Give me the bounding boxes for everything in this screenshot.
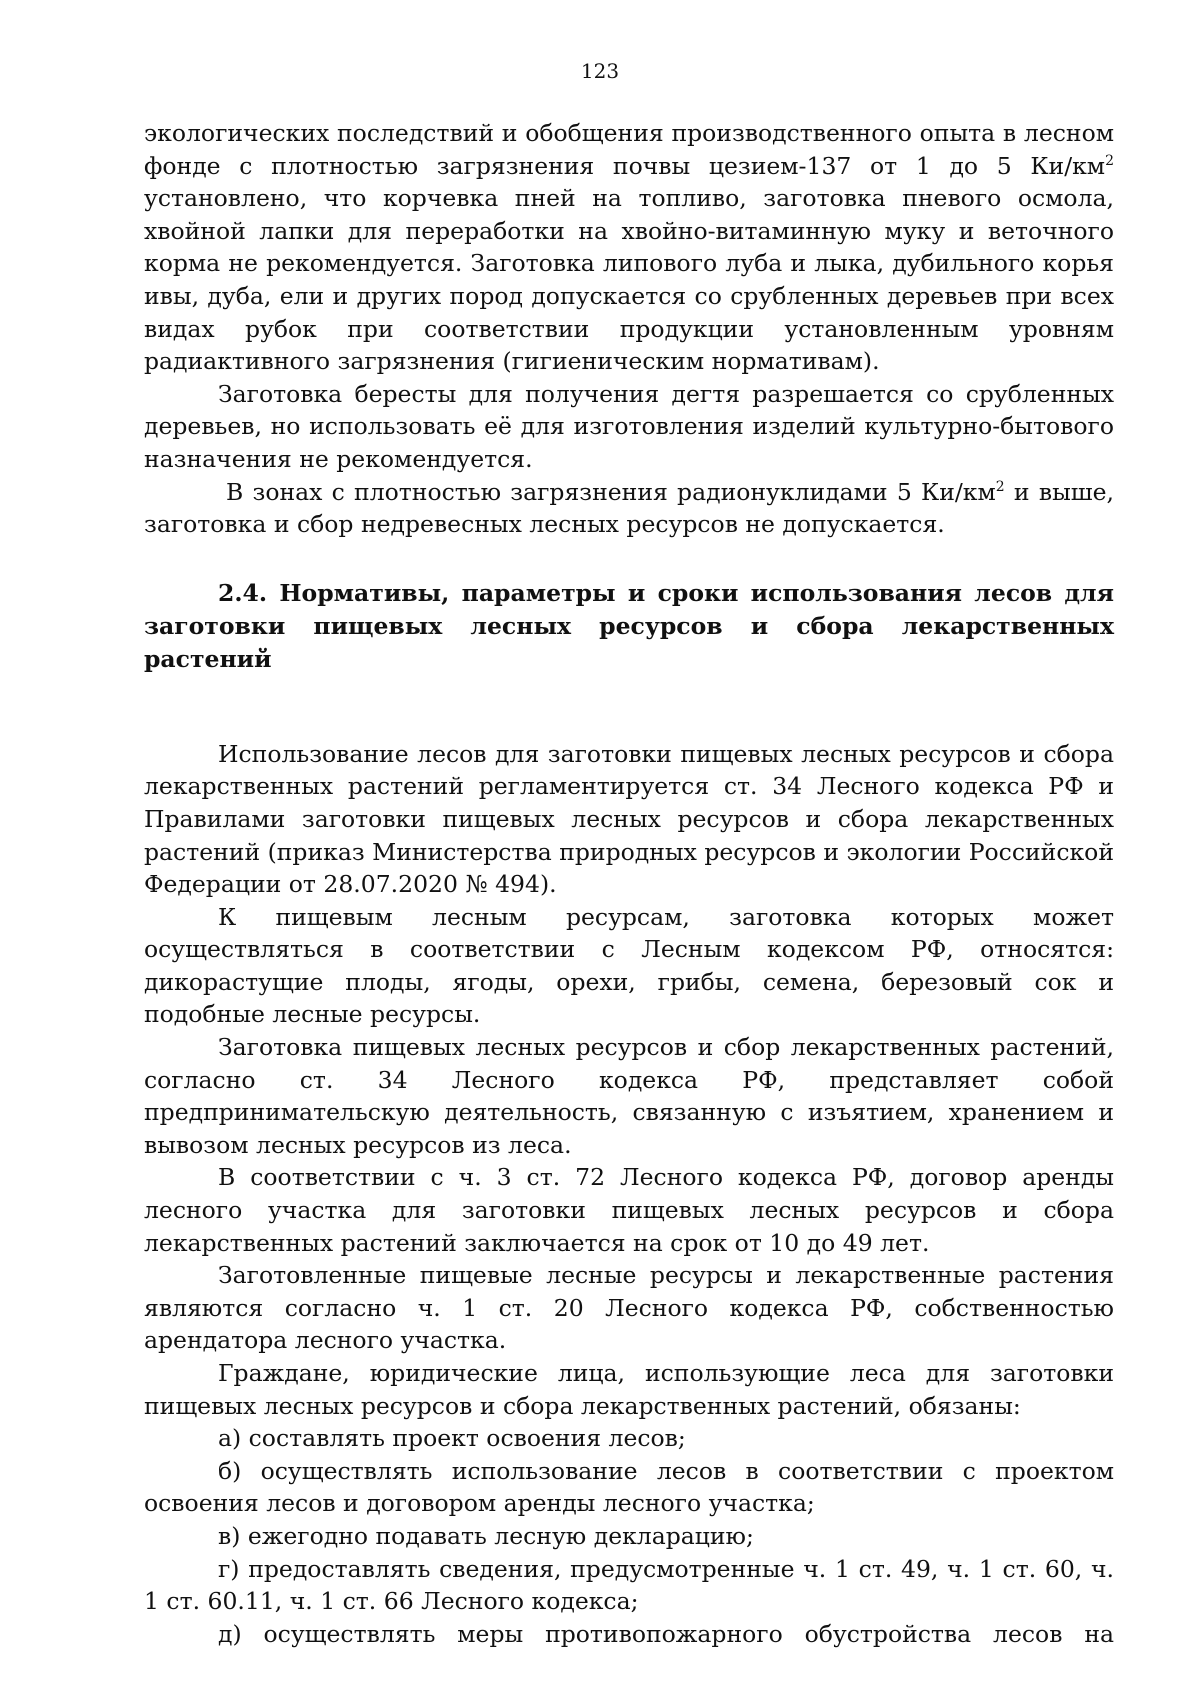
paragraph-text: и выше, заготовка и сбор недревесных лесных ресурсов не допускается.: [144, 477, 1114, 539]
page-content: [144, 117, 1114, 1650]
list-item: в) ежегодно подавать лесную декларацию;: [218, 1521, 754, 1550]
paragraph-text: установлено, что корчевка пней на топливо, заготовка пневого осмола, хвойной лапки для переработки на хвойно-витаминную муку и веточного корма не рекомендуется. Заготовка липового луба и лыка, дубильного корья ивы, дуба, ели и других пород допускается со срубленных деревьев при всех видах рубок при соответствии продукции установленным уровням радиактивного загрязнения (гигиеническим нормативам).: [144, 184, 1114, 376]
paragraph-ownership: Заготовленные пищевые лесные ресурсы и лекарственные растения являются согласно ч. 1 ст. 20 Лесного кодекса РФ, собственностью арендатора лесного участка.: [144, 1261, 1114, 1355]
paragraph-contamination-zones: [144, 476, 1114, 541]
paragraph-business-activity: Заготовка пищевых лесных ресурсов и сбор лекарственных растений, согласно ст. 34 Лесного кодекса РФ, представляет собой предпринимательскую деятельность, связанную с изъятием, хранением и вывозом лесных ресурсов из леса.: [144, 1033, 1114, 1159]
paragraph-lease-term: В соответствии с ч. 3 ст. 72 Лесного кодекса РФ, договор аренды лесного участка для заготовки пищевых лесных ресурсов и сбора лекарственных растений заключается на срок от 10 до 49 лет.: [144, 1163, 1114, 1257]
heading-spacer: [144, 676, 1114, 738]
paragraph-birch-bark: Заготовка бересты для получения дегтя разрешается со срубленных деревьев, но использовать её для изготовления изделий культурно-бытового назначения не рекомендуется.: [144, 379, 1114, 473]
paragraph-obligations: Граждане, юридические лица, использующие леса для заготовки пищевых лесных ресурсов и сбора лекарственных растений, обязаны:: [144, 1359, 1114, 1420]
paragraph-text: экологических последствий и обобщения производственного опыта в лесном фонде с плотностью загрязнения почвы цезием-137 от 1 до 5 Ки/км: [144, 119, 1114, 180]
superscript: 2: [1105, 152, 1114, 169]
paragraph-text: В зонах с плотностью загрязнения радионуклидами 5 Ки/км: [226, 477, 996, 506]
paragraph-food-resources: К пищевым лесным ресурсам, заготовка которых может осуществляться в соответствии с Лесным кодексом РФ, относятся: дикорастущие плоды, ягоды, орехи, грибы, семена, березовый сок и подобные лесные ресурсы.: [144, 902, 1114, 1029]
list-item: а) составлять проект освоения лесов;: [218, 1424, 686, 1453]
superscript: 2: [995, 478, 1005, 495]
list-item: г) предоставлять сведения, предусмотренные ч. 1 ст. 49, ч. 1 ст. 60, ч. 1 ст. 60.11, ч. 1 ст. 66 Лесного кодекса;: [144, 1554, 1114, 1616]
list-item: б) осуществлять использование лесов в соответствии с проектом освоения лесов и договором аренды лесного участка;: [144, 1456, 1114, 1518]
section-heading: 2.4. Нормативы, параметры и сроки использования лесов для заготовки пищевых лесных ресурсов и сбора лекарственных растений: [144, 578, 1114, 673]
list-item: д) осуществлять меры противопожарного обустройства лесов на: [218, 1619, 1114, 1648]
page-number: 123: [580, 59, 620, 83]
paragraph-regulation: Использование лесов для заготовки пищевых лесных ресурсов и сбора лекарственных растений регламентируется ст. 34 Лесного кодекса РФ и Правилами заготовки пищевых лесных ресурсов и сбора лекарственных растений (приказ Министерства природных ресурсов и экологии Российской Федерации от 28.07.2020 № 494).: [144, 739, 1114, 899]
paragraph-continuation: [144, 117, 1114, 378]
